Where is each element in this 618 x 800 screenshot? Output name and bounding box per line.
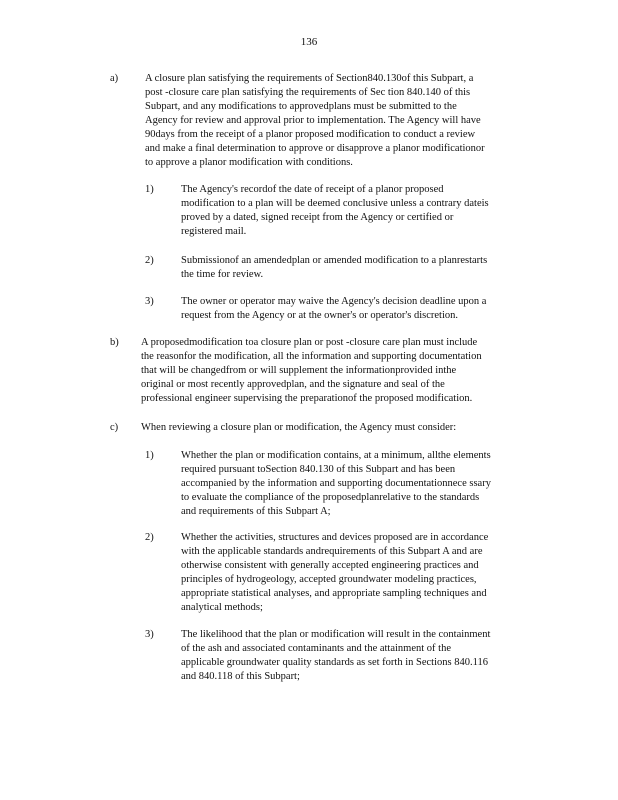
text-line: with the applicable standards andrequirements of this Subpart A and are	[181, 546, 483, 557]
subparagraph-label: 1)	[145, 450, 154, 461]
text-line: that will be changedfrom or will supplement the informationprovided inthe	[141, 365, 457, 376]
text-line: the reasonfor the modification, all the information and supporting documentation	[141, 351, 482, 362]
text-line: and requirements of this Subpart A;	[181, 506, 331, 517]
text-line: to evaluate the compliance of the proposedplanrelative to the standards	[181, 492, 480, 503]
text-line: principles of hydrogeology, accepted groundwater modeling practices,	[181, 574, 477, 585]
text-line: applicable groundwater quality standards as set forth in Sections 840.116	[181, 657, 488, 668]
subparagraph-label: 2)	[145, 532, 154, 543]
text-line: The likelihood that the plan or modification will result in the containment	[181, 629, 491, 640]
paragraph-body	[141, 336, 526, 406]
subparagraph-body	[181, 628, 530, 684]
paragraph-label: c)	[110, 422, 119, 433]
paragraph-body	[141, 421, 530, 435]
subparagraph-label: 3)	[145, 296, 154, 307]
text-line: Agency for review and approval prior to implementation. The Agency will have	[145, 115, 481, 126]
paragraph-label: b)	[110, 337, 119, 348]
subparagraph-body	[181, 449, 530, 519]
subparagraph-body	[181, 531, 530, 615]
text-line: and make a final determination to approve or disapprove a planor modificationor	[145, 143, 485, 154]
page-number: 136	[300, 36, 318, 48]
text-line: A proposedmodification toa closure plan or post -closure care plan must include	[141, 337, 478, 348]
text-line: proved by a dated, signed receipt from the Agency or certified or	[181, 212, 454, 223]
text-line: When reviewing a closure plan or modification, the Agency must consider:	[141, 422, 457, 433]
text-line: and 840.118 of this Subpart;	[181, 671, 300, 682]
paragraph-label: a)	[110, 73, 119, 84]
text-line: professional engineer supervising the preparationof the proposed modification.	[141, 393, 473, 404]
text-line: registered mail.	[181, 226, 247, 237]
text-line: request from the Agency or at the owner's or operator's discretion.	[181, 310, 458, 321]
text-line: A closure plan satisfying the requirements of Section840.130of this Subpart, a	[145, 73, 474, 84]
text-line: post -closure care plan satisfying the requirements of Sec tion 840.140 of this	[145, 87, 471, 98]
subparagraph-label: 2)	[145, 255, 154, 266]
subparagraph-body	[181, 295, 530, 323]
text-line: to approve a planor modification with conditions.	[145, 157, 353, 168]
text-line: The Agency's recordof the date of receipt of a planor proposed	[181, 184, 444, 195]
text-line: the time for review.	[181, 269, 264, 280]
text-line: Whether the plan or modification contains, at a minimum, allthe elements	[181, 450, 491, 461]
text-line: analytical methods;	[181, 602, 263, 613]
text-line: required pursuant toSection 840.130 of this Subpart and has been	[181, 464, 456, 475]
text-line: Whether the activities, structures and devices proposed are in accordance	[181, 532, 489, 543]
text-line: accompanied by the information and supporting documentationnece ssary	[181, 478, 491, 489]
text-line: appropriate statistical analyses, and appropriate sampling techniques and	[181, 588, 487, 599]
text-line: of the ash and associated contaminants and the attainment of the	[181, 643, 451, 654]
text-line: The owner or operator may waive the Agency's decision deadline upon a	[181, 296, 487, 307]
paragraph-body	[145, 72, 530, 170]
text-line: otherwise consistent with generally accepted engineering practices and	[181, 560, 479, 571]
subparagraph-label: 1)	[145, 184, 154, 195]
text-line: modification to a plan will be deemed conclusive unless a contrary dateis	[181, 198, 489, 209]
text-line: original or most recently approvedplan, and the signature and seal of the	[141, 379, 445, 390]
subparagraph-body	[181, 254, 530, 282]
subparagraph-label: 3)	[145, 629, 154, 640]
text-line: Submissionof an amendedplan or amended modification to a planrestarts	[181, 255, 488, 266]
subparagraph-body	[181, 183, 530, 239]
text-line: Subpart, and any modifications to approvedplans must be submitted to the	[145, 101, 457, 112]
text-line: 90days from the receipt of a planor proposed modification to conduct a review	[145, 129, 476, 140]
